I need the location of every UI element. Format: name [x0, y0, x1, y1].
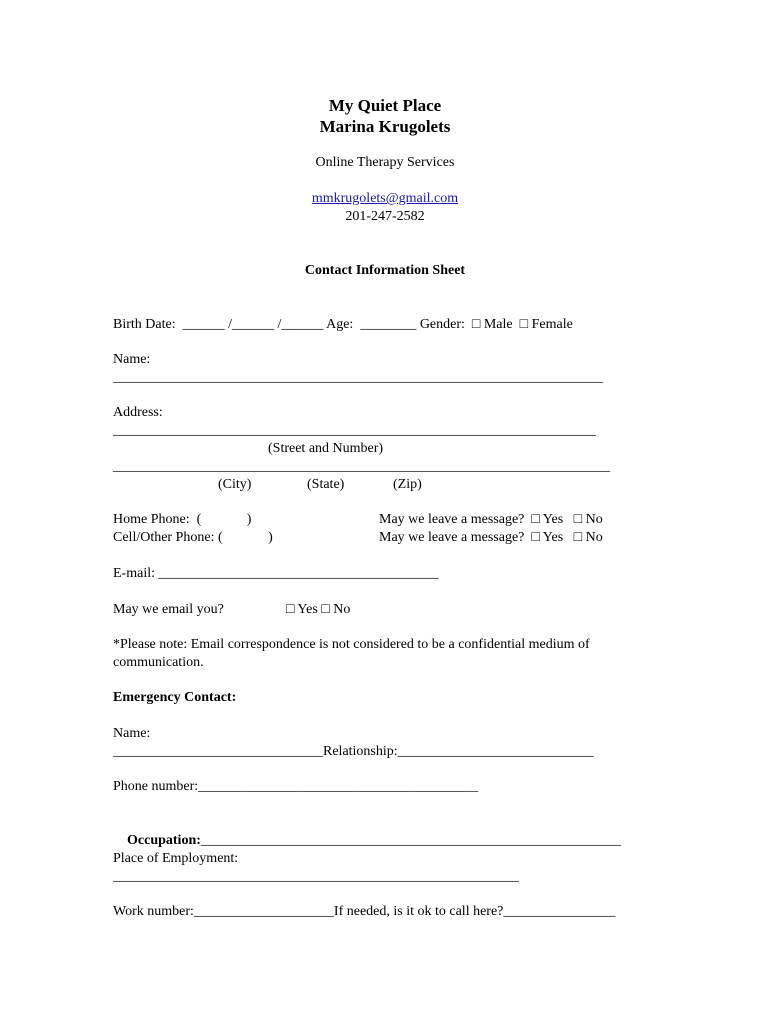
employment-label: Place of Employment:: [113, 851, 239, 866]
street-field[interactable]: _____________________________________________________________________: [113, 423, 596, 438]
birth-date-age-gender-line[interactable]: Birth Date: ______ /______ /______ Age: ________ Gender: □ Male □ Female: [113, 317, 573, 332]
service-line: Online Therapy Services: [315, 155, 455, 170]
home-phone-field[interactable]: Home Phone: ( ): [113, 512, 252, 527]
state-caption: (State): [307, 477, 345, 492]
emergency-phone-field[interactable]: Phone number:________________________________________: [113, 779, 479, 794]
home-phone-message-options[interactable]: May we leave a message? □ Yes □ No: [379, 512, 603, 527]
occupation-label: Occupation:: [127, 833, 201, 848]
street-caption: (Street and Number): [268, 441, 384, 456]
employment-field[interactable]: __________________________________________________________: [113, 869, 519, 884]
name-label: Name:: [113, 352, 151, 367]
emergency-contact-heading: Emergency Contact:: [113, 690, 237, 705]
emergency-name-label: Name:: [113, 726, 151, 741]
email-permission-options[interactable]: □ Yes □ No: [286, 602, 351, 617]
zip-caption: (Zip): [393, 477, 422, 492]
work-number-field[interactable]: Work number:____________________If needed, is it ok to call here?________________: [113, 904, 616, 919]
email-note-line-2: communication.: [113, 655, 204, 670]
email-link[interactable]: mmkrugolets@gmail.com: [311, 191, 459, 206]
city-caption: (City): [218, 477, 252, 492]
org-name: My Quiet Place: [328, 96, 442, 115]
cell-phone-message-options[interactable]: May we leave a message? □ Yes □ No: [379, 530, 603, 545]
phone-number: 201-247-2582: [345, 209, 425, 224]
email-note-line-1: *Please note: Email correspondence is not considered to be a confidential medium of: [113, 637, 590, 652]
email-field[interactable]: E-mail: ________________________________________: [113, 566, 439, 581]
form-title: Contact Information Sheet: [304, 263, 466, 278]
cell-phone-field[interactable]: Cell/Other Phone: ( ): [113, 530, 273, 545]
emergency-name-relationship-field[interactable]: ______________________________Relationship:____________________________: [113, 744, 594, 759]
address-label: Address:: [113, 405, 163, 420]
person-name: Marina Krugolets: [319, 117, 451, 136]
email-permission-question: May we email you?: [113, 602, 224, 617]
city-state-zip-field[interactable]: _______________________________________________________________________: [113, 459, 610, 474]
name-field[interactable]: ______________________________________________________________________: [113, 370, 603, 385]
occupation-field[interactable]: ____________________________________________________________: [200, 833, 621, 848]
